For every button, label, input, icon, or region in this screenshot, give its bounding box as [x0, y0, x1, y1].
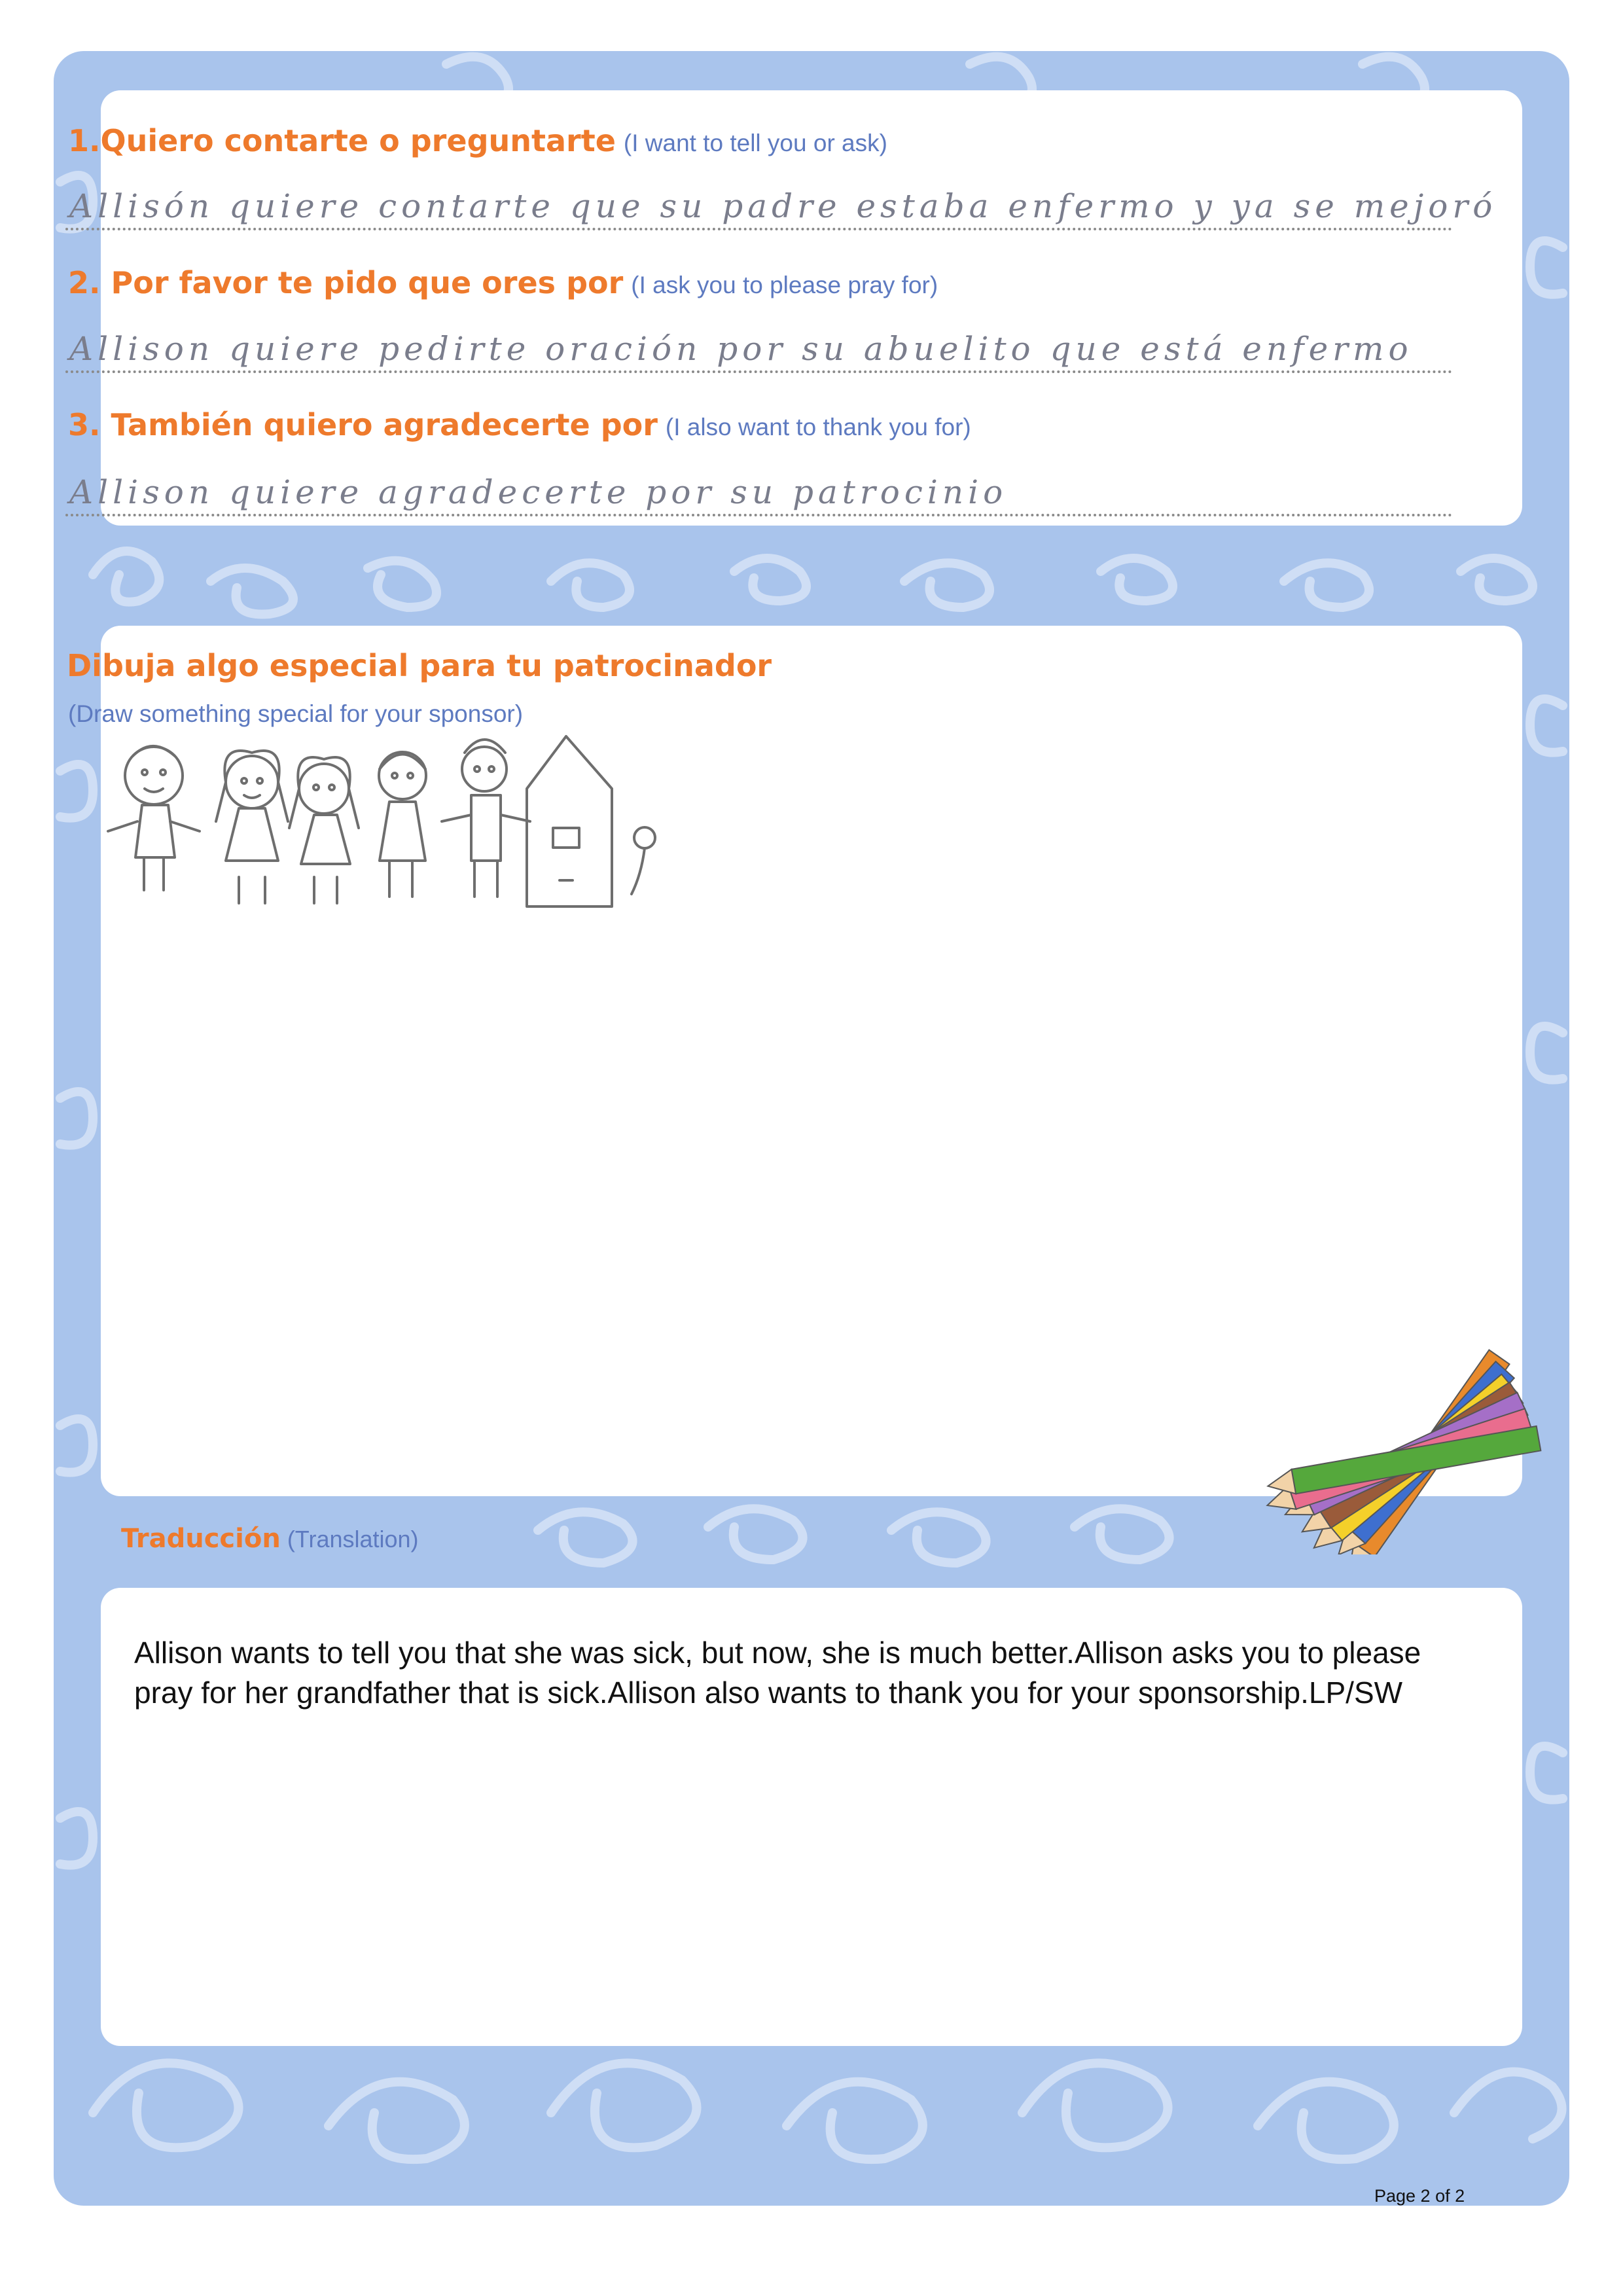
question-1-answer-line: [65, 187, 1497, 230]
translation-title: [121, 1524, 419, 1554]
translation-text: Allison wants to tell you that she was sick, but now, she is much better.Allison asks you to please pray for her grandfather that is sick.Allison also wants to thank you for your sponsorship.LP/SW: [134, 1636, 1421, 1710]
question-1-answer: Allisón quiere contarte que su padre estaba enfermo y ya se mejoró: [69, 187, 1497, 225]
question-2-title-es: 2. Por favor te pido que ores por: [68, 265, 624, 300]
question-3-answer-line: [65, 473, 1453, 516]
question-1-title-es: 1.Quiero contarte o preguntarte: [68, 123, 616, 158]
question-2-title: [68, 265, 938, 300]
question-2-answer: Allison quiere pedirte oración por su abuelito que está enfermo: [69, 330, 1413, 368]
question-1-title-en: (I want to tell you or ask): [623, 130, 887, 156]
child-drawing: [101, 730, 664, 926]
drawing-subtitle: (Draw something special for your sponsor): [68, 700, 524, 727]
question-3-title: [68, 407, 971, 442]
question-2-answer-line: [65, 332, 1453, 373]
drawing-title: Dibuja algo especial para tu patrocinador: [67, 648, 772, 683]
question-2-title-en: (I ask you to please pray for): [631, 272, 938, 298]
page-number: Page 2 of 2: [1374, 2186, 1465, 2206]
translation-title-es: Traducción: [121, 1524, 281, 1554]
question-1-title: [68, 123, 887, 158]
question-3-title-es: 3. También quiero agradecerte por: [68, 407, 658, 442]
question-3-answer: Allison quiere agradecerte por su patrocinio: [69, 473, 1008, 511]
question-3-title-en: (I also want to thank you for): [665, 414, 971, 440]
colored-pencils-illustration: [1243, 1293, 1571, 1554]
letter-frame: [54, 51, 1569, 2206]
translation-title-en: (Translation): [287, 1526, 419, 1552]
